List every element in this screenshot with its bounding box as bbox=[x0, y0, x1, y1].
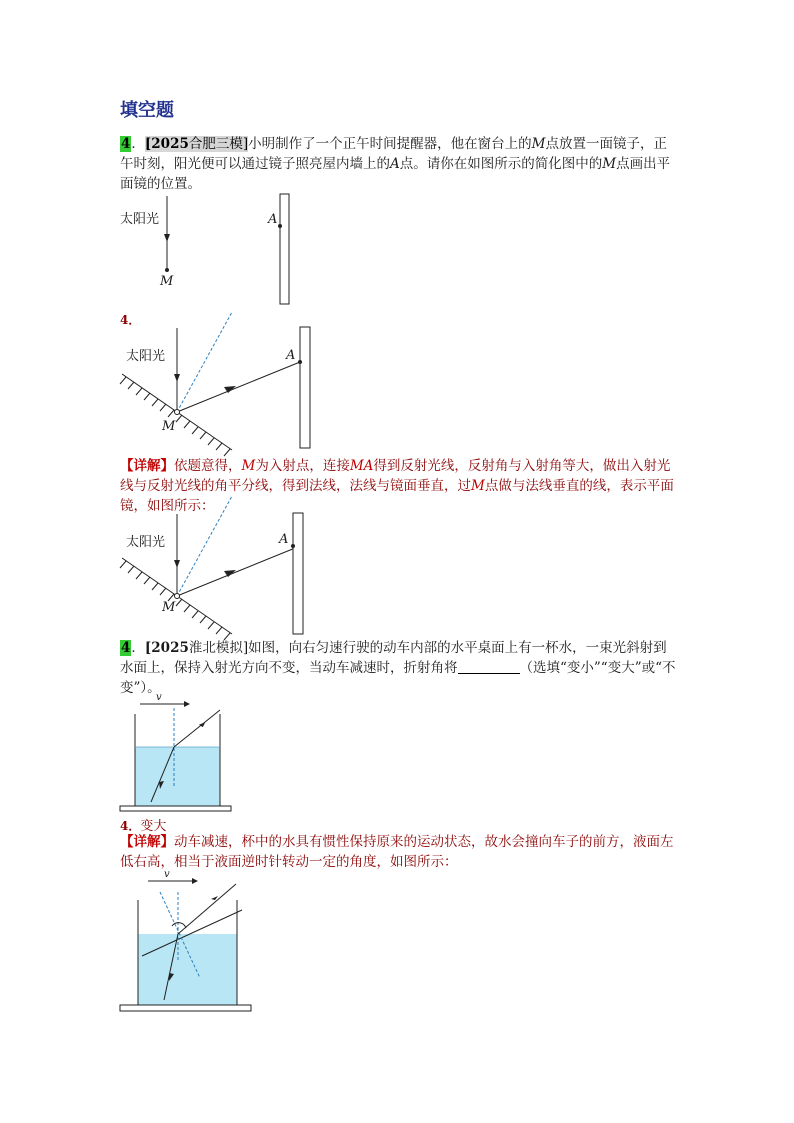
point-a bbox=[278, 224, 282, 228]
sun-label: 太阳光 bbox=[126, 349, 166, 364]
angle-arc bbox=[172, 923, 186, 928]
section-title: 填空题 bbox=[120, 100, 174, 121]
answer-2-line: 4．变大 bbox=[120, 819, 167, 834]
answer-number: 4． bbox=[120, 313, 141, 327]
answer-value: 变大 bbox=[140, 819, 167, 834]
question-1-text: 4．[2025合肥三模]小明制作了一个正午时间提醒器，他在窗台上的M点放置一面镜子，正午时刻，阳光便可以通过镜子照亮屋内墙上的A点。请你在如图所示的简化图中的M点画出平面镜的位置。 bbox=[120, 136, 671, 192]
wall bbox=[280, 194, 289, 304]
arrow-icon bbox=[174, 374, 180, 382]
sun-label: 太阳光 bbox=[126, 535, 166, 550]
question-2-text: 4．[2025淮北模拟]如图，向右匀速行驶的动车内部的水平桌面上有一杯水，一束光斜射到水面上，保持入射光方向不变，当动车减速时，折射角将 （选填“变小”“变大”或“不变”）。 bbox=[120, 640, 676, 696]
question-number: 4 bbox=[121, 640, 131, 656]
arrow-icon bbox=[184, 701, 190, 707]
sun-label: 太阳光 bbox=[120, 212, 160, 227]
wall bbox=[300, 327, 310, 448]
m-label: M bbox=[160, 274, 174, 289]
question-number: 4 bbox=[121, 136, 131, 152]
q2-figure bbox=[120, 694, 232, 816]
arrow-icon bbox=[192, 878, 198, 884]
detail-tag: 【详解】 bbox=[120, 458, 174, 474]
answer-2-explanation: 【详解】动车减速，杯中的水具有惯性保持原来的运动状态，故水会撞向车子的前方，液面左低右高，相当于液面逆时针转动一定的角度，如图所示： bbox=[120, 834, 674, 870]
table bbox=[120, 806, 231, 811]
v-label: v bbox=[164, 869, 170, 880]
arrow-icon bbox=[174, 560, 180, 568]
table bbox=[120, 1005, 251, 1011]
water bbox=[135, 747, 220, 806]
answer-2-figure bbox=[120, 870, 254, 1015]
a-label: A bbox=[279, 532, 289, 547]
point-m bbox=[175, 594, 180, 599]
answer-1-figure bbox=[120, 324, 320, 454]
normal-line bbox=[177, 312, 232, 412]
arrow-icon bbox=[211, 896, 218, 900]
answer-1-figure-2 bbox=[120, 510, 320, 640]
point-a bbox=[291, 544, 295, 548]
m-label: M bbox=[162, 600, 176, 615]
normal-line bbox=[177, 496, 232, 596]
detail-tag: 【详解】 bbox=[120, 834, 174, 850]
v-label: v bbox=[156, 692, 162, 703]
arrow-icon bbox=[164, 234, 170, 242]
question-source: [2025合肥三模] bbox=[144, 136, 249, 152]
wall bbox=[293, 513, 303, 634]
incident-ray bbox=[174, 710, 220, 747]
point-m bbox=[175, 410, 180, 415]
reflected-ray bbox=[177, 362, 300, 412]
water bbox=[138, 934, 237, 1005]
a-label: A bbox=[268, 212, 278, 227]
point-a bbox=[298, 360, 302, 364]
a-label: A bbox=[286, 348, 296, 363]
reflected-ray bbox=[177, 546, 300, 596]
m-label: M bbox=[162, 419, 176, 434]
answer-1-explanation: 【详解】依题意得，M为入射点，连接MA得到反射光线，反射角与入射角等大，做出入射光线与反射光线的角平分线，得到法线，法线与镜面垂直，过M点做与法线垂直的线，表示平面镜，如图所示： bbox=[120, 458, 674, 514]
mirror-hatching bbox=[120, 377, 230, 456]
point-m bbox=[165, 268, 169, 272]
q1-figure bbox=[118, 192, 298, 307]
answer-blank[interactable] bbox=[458, 659, 520, 674]
